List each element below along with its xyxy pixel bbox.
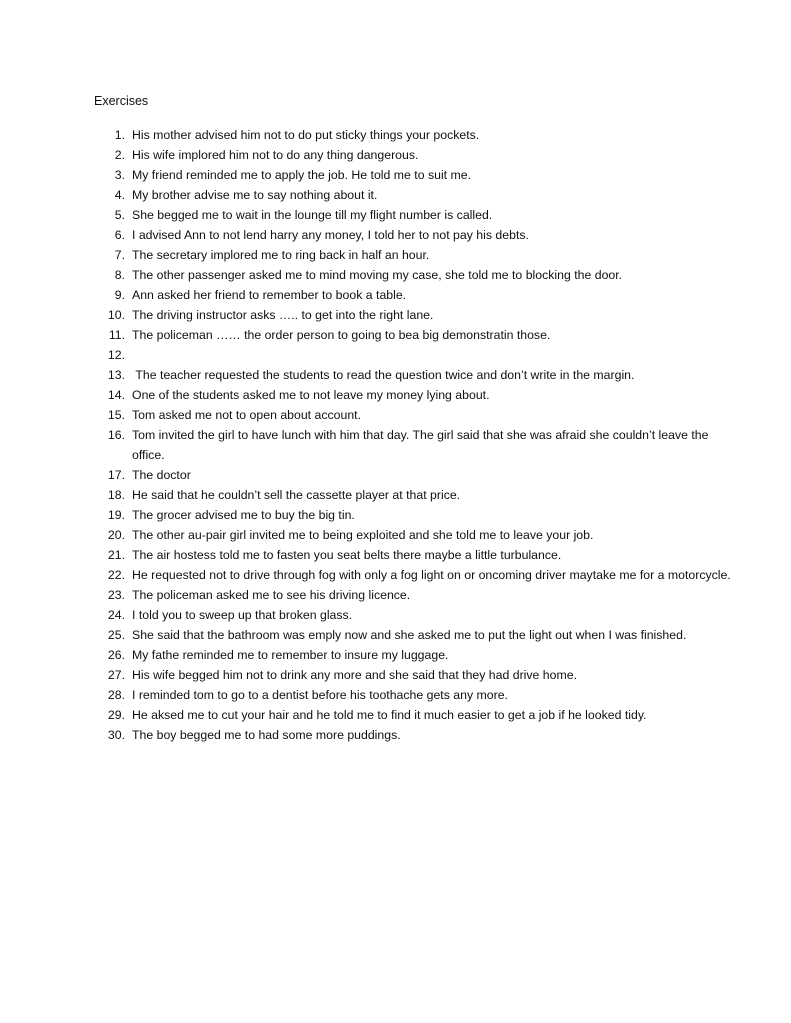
exercise-item <box>94 285 734 305</box>
exercise-item <box>94 145 734 165</box>
exercise-item <box>94 185 734 205</box>
page-heading: Exercises <box>94 94 149 108</box>
exercise-text: The driving instructor asks ….. to get into the right lane. <box>132 308 434 322</box>
exercise-number: 2. <box>114 148 125 162</box>
exercise-item <box>94 205 734 225</box>
exercise-text: He aksed me to cut your hair and he told me to find it much easier to get a job if he looked tidy. <box>132 708 647 722</box>
exercise-text: The policeman asked me to see his driving licence. <box>132 588 411 602</box>
exercise-text: He said that he couldn’t sell the cassette player at that price. <box>132 488 461 502</box>
exercise-number: 14. <box>107 388 125 402</box>
exercise-text: The doctor <box>132 468 191 482</box>
exercise-number: 16. <box>107 428 125 442</box>
exercise-number: 22. <box>107 568 125 582</box>
exercise-text <box>132 345 734 365</box>
exercise-number: 5. <box>114 208 125 222</box>
exercise-text: I advised Ann to not lend harry any money, I told her to not pay his debts. <box>132 228 529 242</box>
exercise-item <box>94 245 734 265</box>
exercise-item <box>94 645 734 665</box>
exercise-item <box>94 485 734 505</box>
exercise-text: The air hostess told me to fasten you seat belts there maybe a little turbulance. <box>132 548 562 562</box>
exercise-text: My friend reminded me to apply the job. He told me to suit me. <box>132 168 472 182</box>
exercise-item <box>94 705 734 725</box>
exercise-text: The teacher requested the students to read the question twice and don’t write in the margin. <box>132 368 635 382</box>
exercise-number: 12. <box>107 348 125 362</box>
exercise-number: 6. <box>114 228 125 242</box>
exercise-item <box>94 165 734 185</box>
exercise-item <box>94 345 734 365</box>
exercise-item <box>94 325 734 345</box>
exercise-item <box>94 405 734 425</box>
exercise-item <box>94 305 734 325</box>
exercise-text: His wife begged him not to drink any more and she said that they had drive home. <box>132 668 577 682</box>
exercise-number: 28. <box>107 688 125 702</box>
exercise-number: 15. <box>107 408 125 422</box>
exercise-item <box>94 565 734 585</box>
exercise-item <box>94 625 734 645</box>
exercise-text: She begged me to wait in the lounge till my flight number is called. <box>132 208 493 222</box>
exercise-number: 17. <box>107 468 125 482</box>
exercise-number: 9. <box>114 288 125 302</box>
exercise-item <box>94 125 734 145</box>
exercise-text: The grocer advised me to buy the big tin. <box>132 508 355 522</box>
exercise-number: 25. <box>107 628 125 642</box>
exercise-number: 21. <box>107 548 125 562</box>
exercise-text: The policeman …… the order person to going to bea big demonstratin those. <box>132 328 551 342</box>
exercise-text: The other passenger asked me to mind moving my case, she told me to blocking the door. <box>132 268 623 282</box>
exercise-number: 10. <box>107 308 125 322</box>
exercise-number: 24. <box>107 608 125 622</box>
exercise-number: 3. <box>114 168 125 182</box>
exercise-text: I told you to sweep up that broken glass. <box>132 608 353 622</box>
exercise-item <box>94 585 734 605</box>
exercise-number: 27. <box>107 668 125 682</box>
exercise-text: Ann asked her friend to remember to book a table. <box>132 288 407 302</box>
exercise-number: 18. <box>107 488 125 502</box>
exercise-item <box>94 685 734 705</box>
exercise-item <box>94 265 734 285</box>
exercise-number: 29. <box>107 708 125 722</box>
exercise-text: His mother advised him not to do put sticky things your pockets. <box>132 128 480 142</box>
exercise-item <box>94 605 734 625</box>
exercise-text: My fathe reminded me to remember to insure my luggage. <box>132 648 449 662</box>
exercise-text: She said that the bathroom was emply now and she asked me to put the light out when I was finished. <box>132 628 687 642</box>
exercise-item <box>94 365 734 385</box>
exercise-number: 30. <box>107 728 125 742</box>
exercise-text: He requested not to drive through fog with only a fog light on or oncoming driver maytake me for a motorcycle. <box>132 568 731 582</box>
exercise-number: 8. <box>114 268 125 282</box>
exercise-text: My brother advise me to say nothing about it. <box>132 188 378 202</box>
exercise-item <box>94 425 734 465</box>
exercise-item <box>94 385 734 405</box>
exercise-number: 19. <box>107 508 125 522</box>
exercise-item <box>94 225 734 245</box>
exercise-list <box>94 125 734 745</box>
exercise-number: 26. <box>107 648 125 662</box>
exercise-number: 23. <box>107 588 125 602</box>
exercise-item <box>94 545 734 565</box>
exercise-number: 1. <box>114 128 125 142</box>
exercise-number: 11. <box>108 328 125 342</box>
exercise-number: 13. <box>107 368 125 382</box>
exercise-text: The secretary implored me to ring back in half an hour. <box>132 248 430 262</box>
exercise-text: Tom invited the girl to have lunch with him that day. The girl said that she was afraid she couldn’t leave the office. <box>132 428 712 462</box>
exercise-text: His wife implored him not to do any thing dangerous. <box>132 148 419 162</box>
exercise-text: The other au-pair girl invited me to being exploited and she told me to leave your job. <box>132 528 594 542</box>
exercise-item <box>94 465 734 485</box>
exercise-item <box>94 525 734 545</box>
exercise-item <box>94 725 734 745</box>
exercise-text: I reminded tom to go to a dentist before his toothache gets any more. <box>132 688 508 702</box>
exercise-number: 4. <box>114 188 125 202</box>
exercise-text: Tom asked me not to open about account. <box>132 408 362 422</box>
exercise-item <box>94 665 734 685</box>
exercise-text: One of the students asked me to not leave my money lying about. <box>132 388 490 402</box>
exercise-number: 20. <box>107 528 125 542</box>
exercise-number: 7. <box>114 248 125 262</box>
exercise-text: The boy begged me to had some more puddings. <box>132 728 401 742</box>
exercise-item <box>94 505 734 525</box>
